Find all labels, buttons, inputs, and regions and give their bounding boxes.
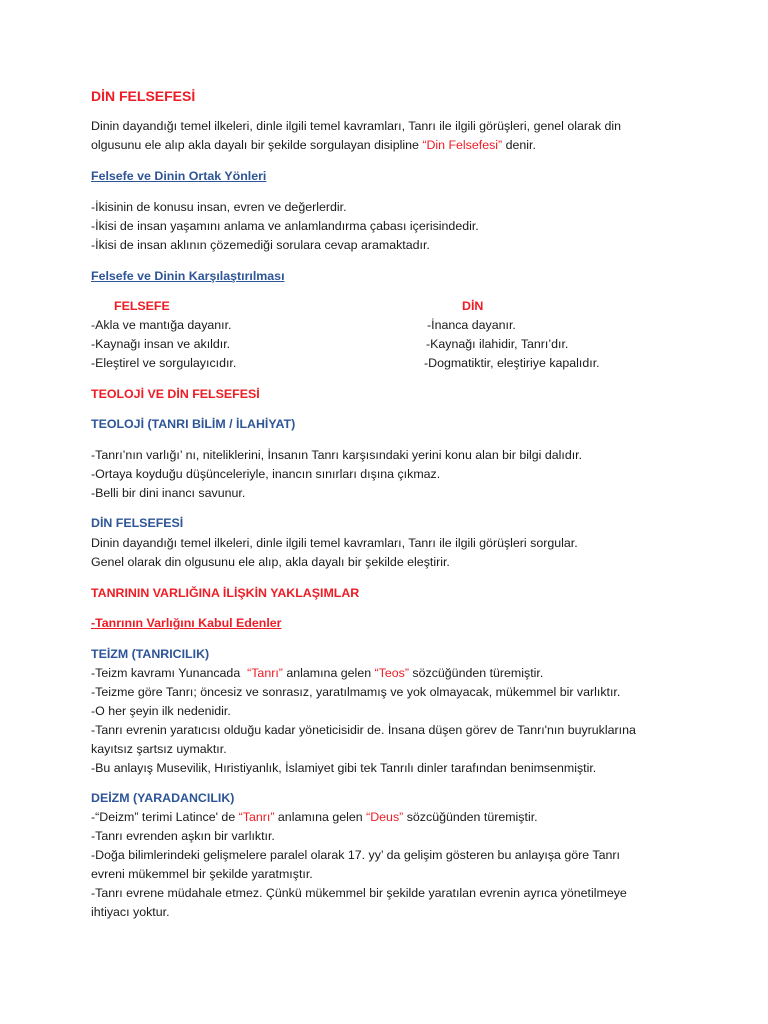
deizm-quote-deus: “Deus” [366,810,404,824]
teoloji-item: -Ortaya koyduğu düşünceleriyle, inancın sınırları dışına çıkmaz. [91,467,441,481]
intro-line-1: Dinin dayandığı temel ilkeleri, dinle ilgili temel kavramları, Tanrı ile ilgili görüşleri, genel olarak din [91,119,622,133]
teoloji-din-heading: TEOLOJİ VE DİN FELSEFESİ [91,387,260,401]
din-felsefesi-item: Dinin dayandığı temel ilkeleri, dinle ilgili temel kavramları, Tanrı ile ilgili görüşleri sorgular. [91,536,578,550]
comparison-left-item: -Kaynağı insan ve akıldır. [91,337,231,351]
common-item: -İkisi de insan yaşamını anlama ve anlamlandırma çabası içerisindedir. [91,219,479,233]
common-item: -İkisinin de konusu insan, evren ve değerlerdir. [91,200,347,214]
teizm-quote-teos: “Teos” [374,666,409,680]
din-felsefesi-heading: DİN FELSEFESİ [91,516,184,530]
intro-quote: “Din Felsefesi” [422,138,503,152]
approaches-heading: TANRININ VARLIĞINA İLİŞKİN YAKLAŞIMLAR [91,586,360,600]
document-title: DİN FELSEFESİ [91,88,196,104]
common-heading[interactable]: Felsefe ve Dinin Ortak Yönleri [91,169,267,183]
teizm-line-1 [91,664,543,683]
teizm-item: -O her şeyin ilk nedenidir. [91,704,231,718]
teizm-text: anlamına gelen [282,666,375,680]
intro-text: olgusunu ele alıp akla dayalı bir şekilde sorgulayan disipline [91,138,423,152]
deizm-text: -“Deizm” terimi Latince' de [91,810,239,824]
deizm-quote-tanri: “Tanrı” [238,810,275,824]
teizm-quote-tanri: “Tanrı” [247,666,283,680]
teizm-heading: TEİZM (TANRICILIK) [91,647,210,661]
deizm-item: -Doğa bilimlerindeki gelişmelere paralel olarak 17. yy’ da gelişim gösteren bu anlayışa göre Tanrı [91,848,620,862]
deizm-item: evreni mükemmel bir şekilde yaratmıştır. [91,867,313,881]
intro-text-end: denir. [502,138,536,152]
teoloji-item: -Tanrı’nın varlığı’ nı, niteliklerini, İnsanın Tanrı karşısındaki yerini konu alan bir bilgi dalıdır. [91,448,583,462]
teoloji-heading: TEOLOJİ (TANRI BİLİM / İLAHİYAT) [91,417,296,431]
deizm-text: sözcüğünden türemiştir. [403,810,538,824]
teizm-text: sözcüğünden türemiştir. [408,666,544,680]
teizm-item: -Tanrı evrenin yaratıcısı olduğu kadar yöneticisidir de. İnsana düşen görev de Tanrı'nın buyruklarına [91,723,636,737]
comparison-right-item: -Kaynağı ilahidir, Tanrı’dır. [426,337,569,351]
common-item: -İkisi de insan aklının çözemediği sorulara cevap aramaktadır. [91,238,430,252]
deizm-item: -Tanrı evrene müdahale etmez. Çünkü mükemmel bir şekilde yaratılan evrenin ayrıca yönetilmeye [91,886,627,900]
comparison-right-item: -İnanca dayanır. [427,318,516,332]
comparison-left-item: -Eleştirel ve sorgulayıcıdır. [91,356,237,370]
din-felsefesi-item: Genel olarak din olgusunu ele alıp, akla dayalı bir şekilde eleştirir. [91,555,450,569]
deizm-item: ihtiyacı yoktur. [91,905,170,919]
teizm-text: -Teizm kavramı Yunancada [91,666,248,680]
deizm-item: -Tanrı evrenden aşkın bir varlıktır. [91,829,275,843]
teizm-item: -Bu anlayış Musevilik, Hıristiyanlık, İslamiyet gibi tek Tanrılı dinler tarafından benimsenmiştir. [91,761,597,775]
deizm-text: anlamına gelen [274,810,367,824]
comparison-right-title: DİN [462,299,484,313]
deizm-heading: DEİZM (YARADANCILIK) [91,791,235,805]
comparison-left-item: -Akla ve mantığa dayanır. [91,318,232,332]
intro-line-2 [91,136,536,155]
comparison-heading[interactable]: Felsefe ve Dinin Karşılaştırılması [91,269,285,283]
teizm-item: -Teizme göre Tanrı; öncesiz ve sonrasız, yaratılmamış ve yok olmayacak, mükemmel bir varlıktır. [91,685,621,699]
comparison-right-item: -Dogmatiktir, eleştiriye kapalıdır. [424,356,600,370]
comparison-left-title: FELSEFE [114,299,170,313]
teizm-item: kayıtsız şartsız uymaktır. [91,742,227,756]
approaches-subheading[interactable]: -Tanrının Varlığını Kabul Edenler [91,616,282,630]
teoloji-item: -Belli bir dini inancı savunur. [91,486,246,500]
deizm-line-1 [91,808,538,827]
